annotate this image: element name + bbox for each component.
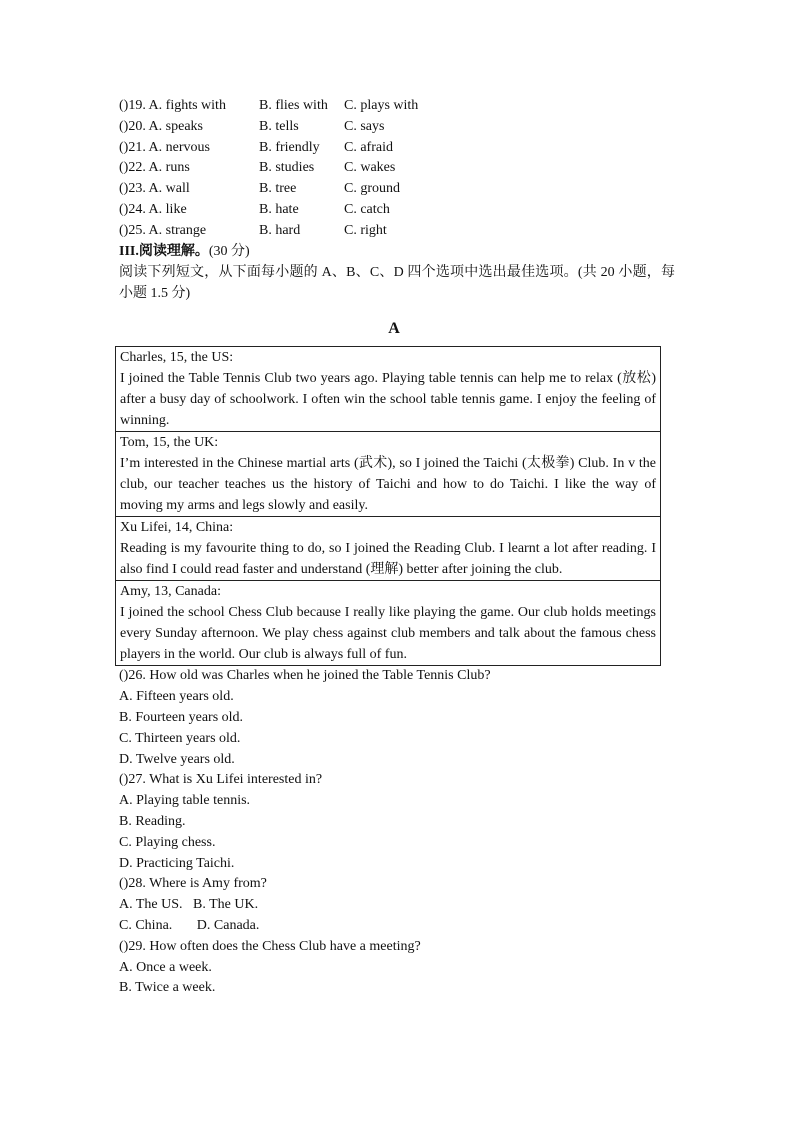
option-b: B. friendly xyxy=(259,139,320,155)
answer-option: A. Fifteen years old. xyxy=(119,689,234,705)
option-c: C. wakes xyxy=(344,160,396,176)
cloze-option-row xyxy=(119,138,679,159)
option-a: ()19. A. fights with xyxy=(119,98,226,113)
option-a: ()21. A. nervous xyxy=(119,139,210,155)
section-instructions: 阅读下列短文，从下面每小题的 A、B、C、D 四个选项中选出最佳选项。(共 20 小题，每小题 1.5 分) xyxy=(119,265,675,302)
answer-option: C. Playing chess. xyxy=(119,834,216,850)
question-stem: ()28. Where is Amy from? xyxy=(119,876,267,892)
table-row xyxy=(116,347,661,432)
question-stem: ()26. How old was Charles when he joined the Table Tennis Club? xyxy=(119,668,491,684)
member-statement: Reading is my favourite thing to do, so I joined the Reading Club. I learnt a lot after reading. I also find I could read faster and understand (理解) better after joining the club. xyxy=(120,541,656,578)
section-score: (30 分) xyxy=(208,243,250,259)
cloze-option-row xyxy=(119,179,679,200)
option-a: ()23. A. wall xyxy=(119,181,190,197)
member-statement: I joined the school Chess Club because I really like playing the game. Our club holds meetings every Sunday afternoon. We play chess against club members and talk about the famous chess players in the world. Our club is always full of fun. xyxy=(120,605,656,663)
answer-option: A. Once a week. xyxy=(119,959,212,975)
option-c: C. says xyxy=(344,118,385,134)
answer-option: D. Practicing Taichi. xyxy=(119,855,235,871)
answer-option: C. China. D. Canada. xyxy=(119,917,260,933)
answer-option: A. Playing table tennis. xyxy=(119,793,251,809)
member-name: Charles, 15, the US: xyxy=(120,350,234,366)
answer-option: C. Thirteen years old. xyxy=(119,730,241,746)
answer-option: B. Twice a week. xyxy=(119,980,216,996)
worksheet-page xyxy=(119,96,679,999)
cloze-option-row xyxy=(119,221,679,242)
answer-option: B. Fourteen years old. xyxy=(119,709,244,725)
answer-option: D. Twelve years old. xyxy=(119,751,235,767)
answer-option: A. The US. B. The UK. xyxy=(119,897,259,913)
option-c: C. right xyxy=(344,222,387,238)
answer-option: B. Reading. xyxy=(119,813,186,829)
member-name: Amy, 13, Canada: xyxy=(120,584,221,600)
club-cell xyxy=(116,517,661,581)
club-cell xyxy=(116,432,661,517)
table-row xyxy=(116,517,661,581)
option-c: C. catch xyxy=(344,201,390,217)
question-26 xyxy=(119,666,679,770)
question-27 xyxy=(119,770,679,874)
club-table xyxy=(115,346,661,666)
section-heading xyxy=(119,242,679,263)
option-a: ()20. A. speaks xyxy=(119,118,203,134)
passage-label: A xyxy=(388,320,400,338)
question-29 xyxy=(119,937,679,999)
option-b: B. hard xyxy=(259,222,301,238)
option-b: B. hate xyxy=(259,201,299,217)
cloze-option-row xyxy=(119,200,679,221)
question-stem: ()29. How often does the Chess Club have a meeting? xyxy=(119,938,421,954)
member-statement: I joined the Table Tennis Club two years ago. Playing table tennis can help me to relax (放松) after a busy day of schoolwork. I often win the school table tennis game. I enjoy the feeling of winning. xyxy=(120,371,656,429)
option-a: ()22. A. runs xyxy=(119,160,190,176)
cloze-option-row xyxy=(119,96,679,117)
question-stem: ()27. What is Xu Lifei interested in? xyxy=(119,772,323,788)
cloze-option-row xyxy=(119,158,679,179)
table-row xyxy=(116,432,661,517)
club-cell xyxy=(116,581,661,666)
cloze-option-row xyxy=(119,117,679,138)
member-name: Xu Lifei, 14, China: xyxy=(120,520,234,536)
option-b: B. flies with xyxy=(259,98,328,113)
option-a: ()24. A. like xyxy=(119,201,187,217)
option-b: B. studies xyxy=(259,160,315,176)
option-c: C. afraid xyxy=(344,139,393,155)
option-b: B. tree xyxy=(259,181,297,197)
club-cell xyxy=(116,347,661,432)
option-a: ()25. A. strange xyxy=(119,222,207,238)
question-28 xyxy=(119,874,679,936)
option-c: C. ground xyxy=(344,181,400,197)
section-title: III.阅读理解。 xyxy=(119,243,209,259)
member-statement: I’m interested in the Chinese martial arts (武术), so I joined the Taichi (太极拳) Club. In v the club, our teacher teaches us the history of Taichi and how to do Taichi. I like the way of moving my arms and legs slowly and easily. xyxy=(120,456,656,514)
cloze-options xyxy=(119,96,679,242)
table-row xyxy=(116,581,661,666)
member-name: Tom, 15, the UK: xyxy=(120,435,219,451)
option-c: C. plays with xyxy=(344,98,419,113)
option-b: B. tells xyxy=(259,118,299,134)
